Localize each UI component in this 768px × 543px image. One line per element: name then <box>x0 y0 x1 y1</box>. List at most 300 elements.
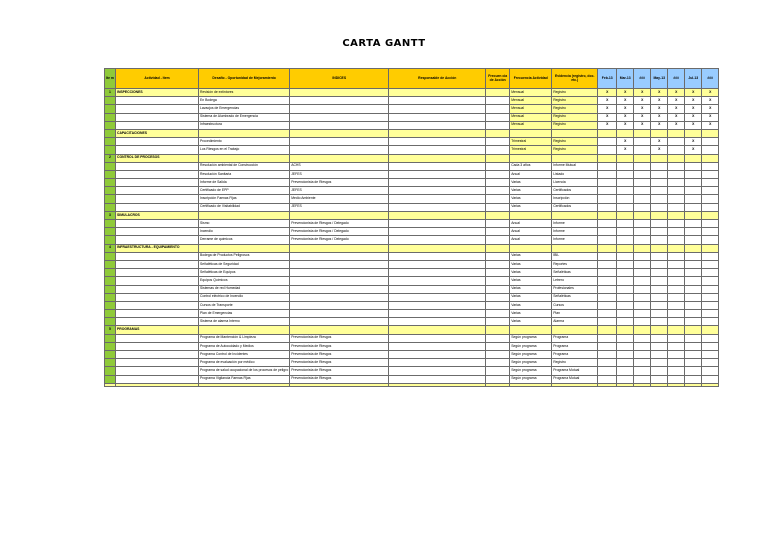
responsable-cell <box>389 351 486 359</box>
month-mark <box>651 342 668 350</box>
desafio-cell: En Bodega <box>199 97 290 105</box>
month-mark <box>634 293 651 301</box>
month-mark <box>685 187 702 195</box>
month-mark <box>617 187 634 195</box>
month-mark <box>668 334 685 342</box>
month-mark <box>668 220 685 228</box>
indices-cell <box>290 277 389 285</box>
evidencia-cell: Registro <box>552 89 598 97</box>
month-mark <box>617 310 634 318</box>
evidencia-cell: IBIL <box>552 252 598 260</box>
desafio-cell: Certificado de Visitabilidad <box>199 203 290 211</box>
month-mark <box>651 154 668 162</box>
month-mark <box>598 187 617 195</box>
frecuencia-accion-cell <box>486 129 510 137</box>
month-mark <box>617 236 634 244</box>
month-mark <box>651 252 668 260</box>
activity-label <box>116 260 199 268</box>
footer-cell <box>617 383 634 386</box>
month-mark <box>634 301 651 309</box>
indices-cell <box>290 310 389 318</box>
month-mark <box>598 244 617 252</box>
desafio-cell: Resolución Sanitaria <box>199 170 290 178</box>
section-row <box>105 326 719 334</box>
month-mark <box>702 211 719 219</box>
responsable-cell <box>389 113 486 121</box>
month-mark <box>685 367 702 375</box>
month-mark <box>617 301 634 309</box>
month-mark <box>668 170 685 178</box>
month-mark <box>634 277 651 285</box>
indices-cell <box>290 89 389 97</box>
frecuencia-cell: Varias <box>510 277 552 285</box>
month-mark <box>651 220 668 228</box>
indices-cell <box>290 244 389 252</box>
month-mark <box>702 285 719 293</box>
item-number <box>105 105 116 113</box>
evidencia-cell: Licencia <box>552 179 598 187</box>
month-mark <box>598 269 617 277</box>
month-mark <box>668 179 685 187</box>
evidencia-cell: Informe <box>552 236 598 244</box>
frecuencia-cell <box>510 129 552 137</box>
evidencia-cell: Registro <box>552 121 598 129</box>
month-mark <box>651 260 668 268</box>
frecuencia-accion-cell <box>486 326 510 334</box>
desafio-cell: Programa de salud ocupacional de los procesos de peligro <box>199 367 290 375</box>
responsable-cell <box>389 146 486 154</box>
indices-cell <box>290 97 389 105</box>
table-row <box>105 228 719 236</box>
frecuencia-accion-cell <box>486 105 510 113</box>
desafio-cell: Revisión de extintores <box>199 89 290 97</box>
responsable-cell <box>389 129 486 137</box>
footer-cell <box>702 383 719 386</box>
frecuencia-cell: Varias <box>510 260 552 268</box>
footer-cell <box>199 383 290 386</box>
frecuencia-cell: Anual <box>510 170 552 178</box>
table-row <box>105 105 719 113</box>
month-mark <box>685 334 702 342</box>
month-mark <box>668 301 685 309</box>
month-mark: X <box>634 105 651 113</box>
activity-label <box>116 351 199 359</box>
month-mark <box>651 187 668 195</box>
responsable-cell <box>389 293 486 301</box>
header-month-6: Jul-13 <box>685 69 702 89</box>
activity-label <box>116 318 199 326</box>
month-mark: X <box>617 138 634 146</box>
month-mark <box>651 277 668 285</box>
footer-cell <box>290 383 389 386</box>
responsable-cell <box>389 89 486 97</box>
month-mark <box>617 351 634 359</box>
month-mark <box>634 211 651 219</box>
month-mark <box>685 375 702 383</box>
month-mark <box>668 367 685 375</box>
frecuencia-accion-cell <box>486 162 510 170</box>
activity-label <box>116 195 199 203</box>
frecuencia-cell: Según programa <box>510 375 552 383</box>
month-mark <box>598 367 617 375</box>
item-number <box>105 170 116 178</box>
table-row <box>105 195 719 203</box>
desafio-cell: Programa de Mantención & Limpieza <box>199 334 290 342</box>
table-row <box>105 252 719 260</box>
frecuencia-accion-cell <box>486 203 510 211</box>
month-mark <box>617 244 634 252</box>
month-mark <box>685 244 702 252</box>
header-indices: INDICES <box>290 69 389 89</box>
month-mark <box>651 170 668 178</box>
desafio-cell: Cursos de Transporte <box>199 301 290 309</box>
section-row <box>105 244 719 252</box>
month-mark <box>634 170 651 178</box>
evidencia-cell: Señaléticas <box>552 269 598 277</box>
month-mark <box>598 375 617 383</box>
responsable-cell <box>389 310 486 318</box>
month-mark <box>598 293 617 301</box>
item-number <box>105 179 116 187</box>
month-mark <box>634 310 651 318</box>
month-mark <box>702 293 719 301</box>
indices-cell: Prevencionista de Riesgos / Delegado <box>290 228 389 236</box>
footer-cell <box>651 383 668 386</box>
evidencia-cell <box>552 129 598 137</box>
desafio-cell: Resolución ambiental de Construcción <box>199 162 290 170</box>
item-number <box>105 187 116 195</box>
activity-label <box>116 113 199 121</box>
month-mark <box>702 146 719 154</box>
activity-label <box>116 375 199 383</box>
evidencia-cell <box>552 211 598 219</box>
header-month-5: ### <box>668 69 685 89</box>
month-mark <box>651 236 668 244</box>
month-mark <box>685 342 702 350</box>
month-mark: X <box>634 121 651 129</box>
month-mark <box>598 359 617 367</box>
month-mark <box>617 220 634 228</box>
table-row <box>105 277 719 285</box>
desafio-cell: Incendio <box>199 228 290 236</box>
item-number <box>105 129 116 137</box>
activity-label <box>116 236 199 244</box>
month-mark <box>634 203 651 211</box>
item-number <box>105 252 116 260</box>
activity-label <box>116 269 199 277</box>
month-mark <box>668 244 685 252</box>
month-mark <box>634 351 651 359</box>
month-mark <box>702 375 719 383</box>
activity-label: SIMULACROS <box>116 211 199 219</box>
month-mark <box>617 228 634 236</box>
month-mark <box>651 162 668 170</box>
indices-cell <box>290 211 389 219</box>
frecuencia-accion-cell <box>486 113 510 121</box>
month-mark <box>598 277 617 285</box>
activity-label <box>116 220 199 228</box>
month-mark <box>598 195 617 203</box>
desafio-cell: Equipos Químicos <box>199 277 290 285</box>
table-row <box>105 236 719 244</box>
table-row <box>105 113 719 121</box>
month-mark: X <box>685 105 702 113</box>
month-mark <box>668 129 685 137</box>
evidencia-cell: Programa Mutual <box>552 375 598 383</box>
month-mark <box>702 236 719 244</box>
month-mark <box>702 252 719 260</box>
desafio-cell: Procedimiento <box>199 138 290 146</box>
frecuencia-accion-cell <box>486 187 510 195</box>
month-mark <box>634 318 651 326</box>
evidencia-cell: Reportes <box>552 260 598 268</box>
month-mark <box>598 162 617 170</box>
month-mark: X <box>685 97 702 105</box>
frecuencia-accion-cell <box>486 375 510 383</box>
frecuencia-accion-cell <box>486 285 510 293</box>
indices-cell: Prevencionista de Riesgos <box>290 367 389 375</box>
indices-cell <box>290 318 389 326</box>
responsable-cell <box>389 277 486 285</box>
month-mark <box>617 334 634 342</box>
desafio-cell: Señaléticas de Seguridad <box>199 260 290 268</box>
header-month-3: ### <box>634 69 651 89</box>
month-mark: X <box>702 105 719 113</box>
item-number <box>105 367 116 375</box>
month-mark <box>598 334 617 342</box>
frecuencia-accion-cell <box>486 220 510 228</box>
activity-label: CAPACITACIONES <box>116 129 199 137</box>
month-mark <box>702 129 719 137</box>
responsable-cell <box>389 162 486 170</box>
table-row <box>105 285 719 293</box>
header-frecuencia-accion: Frecuen cia de Acción <box>486 69 510 89</box>
frecuencia-accion-cell <box>486 260 510 268</box>
month-mark <box>634 269 651 277</box>
month-mark <box>598 154 617 162</box>
indices-cell: JEFES <box>290 170 389 178</box>
frecuencia-accion-cell <box>486 236 510 244</box>
frecuencia-accion-cell <box>486 367 510 375</box>
desafio-cell: Programa Control de Incidentes <box>199 351 290 359</box>
month-mark <box>702 203 719 211</box>
indices-cell: Prevencionista de Riesgos <box>290 179 389 187</box>
activity-label <box>116 179 199 187</box>
activity-label <box>116 121 199 129</box>
month-mark <box>598 342 617 350</box>
evidencia-cell: Registro <box>552 146 598 154</box>
section-row <box>105 211 719 219</box>
frecuencia-accion-cell <box>486 179 510 187</box>
item-number <box>105 97 116 105</box>
item-number: 4 <box>105 244 116 252</box>
table-row <box>105 269 719 277</box>
table-row <box>105 342 719 350</box>
desafio-cell <box>199 326 290 334</box>
month-mark <box>617 203 634 211</box>
item-number <box>105 203 116 211</box>
month-mark <box>617 277 634 285</box>
frecuencia-accion-cell <box>486 351 510 359</box>
evidencia-cell: Programa <box>552 351 598 359</box>
table-row <box>105 203 719 211</box>
month-mark <box>617 162 634 170</box>
frecuencia-accion-cell <box>486 97 510 105</box>
month-mark <box>668 154 685 162</box>
month-mark <box>668 293 685 301</box>
desafio-cell: Plan de Emergencias <box>199 310 290 318</box>
evidencia-cell: Programa Mutual <box>552 367 598 375</box>
activity-label <box>116 105 199 113</box>
section-row <box>105 154 719 162</box>
table-row <box>105 310 719 318</box>
activity-label <box>116 342 199 350</box>
month-mark <box>598 129 617 137</box>
month-mark <box>634 179 651 187</box>
month-mark <box>617 285 634 293</box>
frecuencia-cell: Según programa <box>510 334 552 342</box>
activity-label <box>116 293 199 301</box>
frecuencia-accion-cell <box>486 334 510 342</box>
footer-cell <box>598 383 617 386</box>
table-row <box>105 293 719 301</box>
evidencia-cell: Inscripción <box>552 195 598 203</box>
month-mark <box>685 318 702 326</box>
month-mark <box>598 326 617 334</box>
table-row <box>105 367 719 375</box>
responsable-cell <box>389 301 486 309</box>
month-mark <box>702 277 719 285</box>
month-mark <box>617 318 634 326</box>
activity-label <box>116 301 199 309</box>
item-number <box>105 351 116 359</box>
evidencia-cell: Certificados <box>552 187 598 195</box>
month-mark <box>668 318 685 326</box>
frecuencia-accion-cell <box>486 89 510 97</box>
month-mark: X <box>702 89 719 97</box>
frecuencia-cell: Varias <box>510 252 552 260</box>
desafio-cell: Sismo <box>199 220 290 228</box>
month-mark <box>634 367 651 375</box>
month-mark <box>617 342 634 350</box>
item-number <box>105 293 116 301</box>
desafio-cell: Lavaojos de Emergencias <box>199 105 290 113</box>
responsable-cell <box>389 326 486 334</box>
item-number <box>105 113 116 121</box>
frecuencia-accion-cell <box>486 252 510 260</box>
item-number <box>105 342 116 350</box>
month-mark <box>685 260 702 268</box>
month-mark <box>702 195 719 203</box>
month-mark <box>702 154 719 162</box>
evidencia-cell <box>552 154 598 162</box>
header-desafio: Desafío - Oportunidad de Mejoramiento <box>199 69 290 89</box>
table-row <box>105 260 719 268</box>
month-mark <box>685 310 702 318</box>
activity-label <box>116 285 199 293</box>
indices-cell <box>290 146 389 154</box>
month-mark <box>634 252 651 260</box>
month-mark: X <box>668 121 685 129</box>
footer-cell <box>486 383 510 386</box>
month-mark <box>617 359 634 367</box>
month-mark <box>668 375 685 383</box>
table-row <box>105 146 719 154</box>
page-title: CARTA GANTT <box>342 38 426 49</box>
footer-cell <box>668 383 685 386</box>
evidencia-cell: Registro <box>552 97 598 105</box>
month-mark <box>634 138 651 146</box>
evidencia-cell: Profesionales <box>552 285 598 293</box>
month-mark <box>617 260 634 268</box>
month-mark <box>634 342 651 350</box>
item-number <box>105 359 116 367</box>
frecuencia-cell: Mensual <box>510 105 552 113</box>
desafio-cell <box>199 129 290 137</box>
frecuencia-cell: Varias <box>510 285 552 293</box>
month-mark: X <box>668 105 685 113</box>
header-frecuencia-actividad: Frecuencia Actividad <box>510 69 552 89</box>
month-mark <box>617 326 634 334</box>
table-row <box>105 138 719 146</box>
month-mark <box>617 154 634 162</box>
table-row <box>105 97 719 105</box>
month-mark <box>702 228 719 236</box>
footer-cell <box>510 383 552 386</box>
desafio-cell <box>199 154 290 162</box>
month-mark <box>598 220 617 228</box>
month-mark <box>702 220 719 228</box>
month-mark <box>668 195 685 203</box>
month-mark <box>685 285 702 293</box>
month-mark: X <box>651 146 668 154</box>
month-mark <box>685 359 702 367</box>
frecuencia-accion-cell <box>486 138 510 146</box>
indices-cell <box>290 252 389 260</box>
responsable-cell <box>389 105 486 113</box>
month-mark <box>702 318 719 326</box>
desafio-cell: Sistema de alarma Interno <box>199 318 290 326</box>
month-mark <box>685 228 702 236</box>
month-mark <box>702 162 719 170</box>
month-mark <box>668 228 685 236</box>
responsable-cell <box>389 260 486 268</box>
frecuencia-cell: Trimestral <box>510 146 552 154</box>
month-mark <box>685 170 702 178</box>
activity-label <box>116 187 199 195</box>
indices-cell <box>290 301 389 309</box>
table-row <box>105 375 719 383</box>
footer-cell <box>116 383 199 386</box>
responsable-cell <box>389 179 486 187</box>
frecuencia-accion-cell <box>486 359 510 367</box>
month-mark <box>668 342 685 350</box>
frecuencia-cell: Varias <box>510 187 552 195</box>
frecuencia-cell <box>510 154 552 162</box>
month-mark: X <box>651 113 668 121</box>
month-mark <box>668 310 685 318</box>
desafio-cell: Programa de evaluación por médico <box>199 359 290 367</box>
month-mark <box>668 211 685 219</box>
table-row <box>105 318 719 326</box>
frecuencia-cell: Mensual <box>510 121 552 129</box>
header-responsable: Responsable de Acción <box>389 69 486 89</box>
month-mark <box>702 326 719 334</box>
month-mark <box>668 187 685 195</box>
month-mark <box>598 211 617 219</box>
month-mark: X <box>617 105 634 113</box>
table-row <box>105 301 719 309</box>
